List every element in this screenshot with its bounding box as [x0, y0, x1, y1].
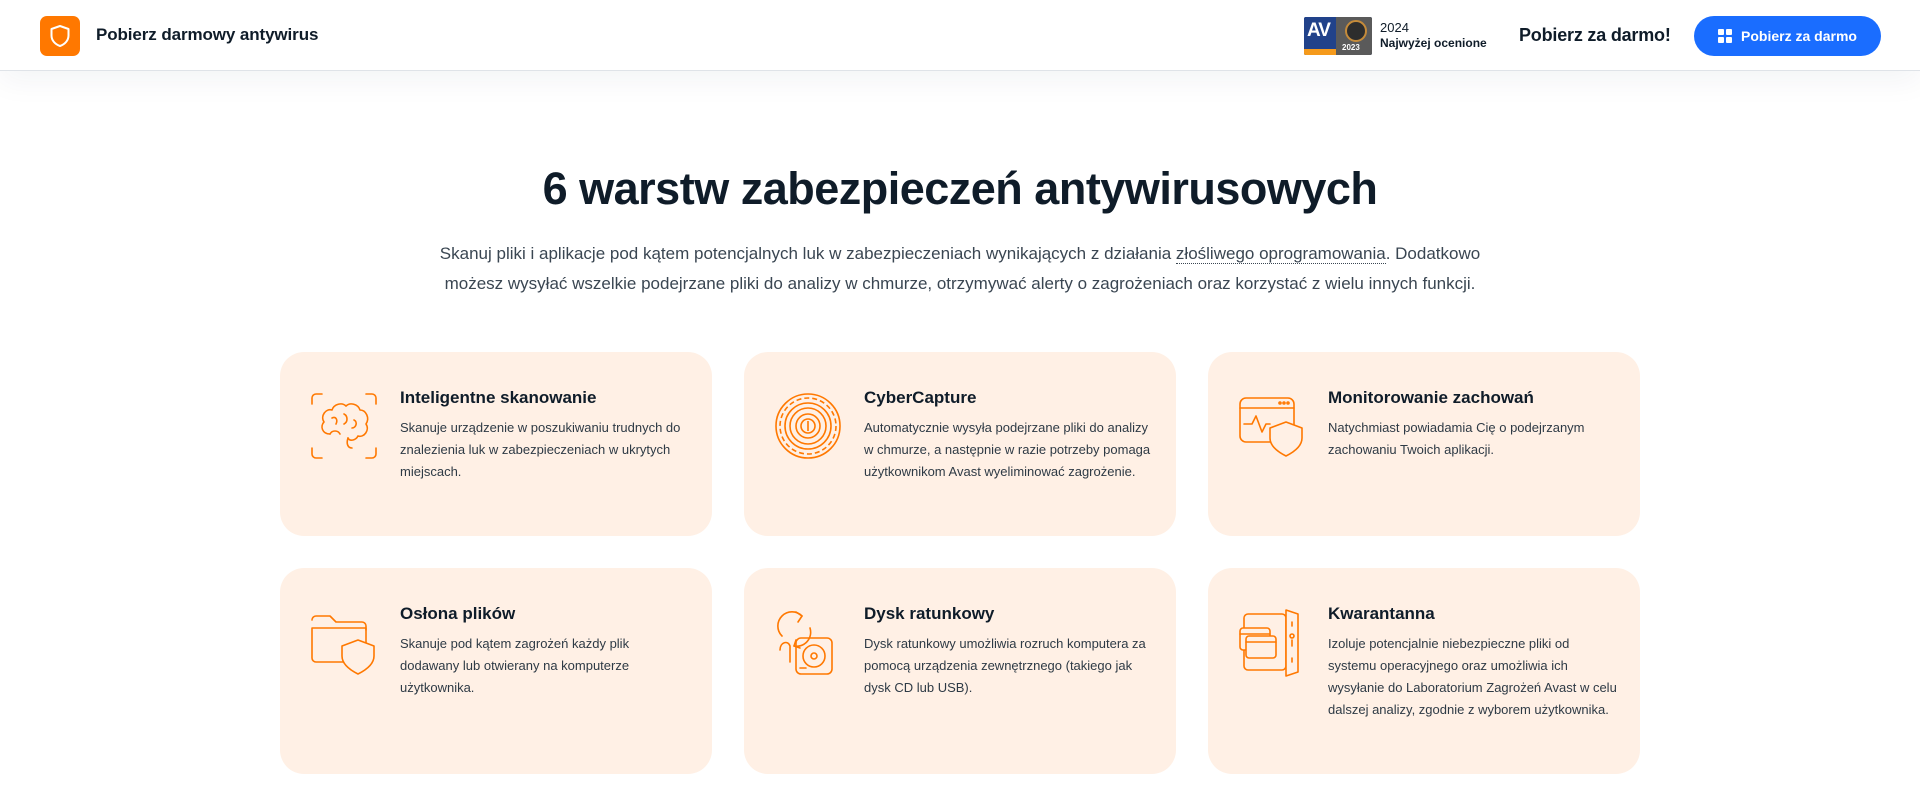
feature-card-rescue-disk — [744, 568, 1176, 774]
card-title: Inteligentne skanowanie — [400, 388, 597, 407]
av-test-badge — [1304, 17, 1372, 55]
quarantine-icon — [1236, 606, 1308, 678]
feature-card-quarantine — [1208, 568, 1640, 774]
rescue-disk-icon — [772, 606, 844, 678]
download-button-label: Pobierz za darmo — [1741, 28, 1857, 44]
malware-link[interactable]: złośliwego oprogramowania — [1175, 244, 1386, 263]
feature-card-smart-scan — [280, 352, 712, 536]
award-medal-icon — [1345, 20, 1367, 42]
behavior-monitor-icon — [1236, 390, 1308, 462]
header-cta-text: Pobierz za darmo! — [1519, 25, 1671, 45]
windows-icon — [1718, 29, 1732, 43]
av-badge-year: 2023 — [1342, 43, 1360, 52]
card-description: Natychmiast powiadamia Cię o podejrzanym zachowaniu Twoich aplikacji. — [1328, 420, 1585, 457]
avast-logo[interactable] — [40, 16, 80, 56]
site-header — [0, 0, 1920, 71]
av-badge-mark: AV — [1307, 20, 1330, 41]
feature-card-behavior-monitor — [1208, 352, 1640, 536]
card-description: Automatycznie wysyła podejrzane pliki do analizy w chmurze, a następnie w razie potrzeby pomaga użytkownikom Avast wyeliminować zagrożenie. — [864, 420, 1151, 479]
file-shield-icon — [308, 606, 380, 678]
feature-card-file-shield — [280, 568, 712, 774]
brain-scan-icon — [308, 390, 380, 462]
card-description: Skanuje urządzenie w poszukiwaniu trudnych do znalezienia luk w zabezpieczeniach w ukrytych miejscach. — [400, 420, 681, 479]
page-subtitle — [410, 239, 1510, 299]
brand-title[interactable]: Pobierz darmowy antywirus — [96, 25, 319, 44]
subtitle-text: . Dodatkowo — [1385, 244, 1481, 263]
shield-icon — [49, 24, 71, 48]
card-title: Kwarantanna — [1328, 604, 1435, 623]
card-title: Dysk ratunkowy — [864, 604, 995, 623]
cyber-capture-icon — [772, 390, 844, 462]
award-label: Najwyżej ocenione — [1380, 36, 1487, 50]
download-button[interactable] — [1694, 16, 1881, 56]
card-description: Izoluje potencjalnie niebezpieczne pliki od systemu operacyjnego oraz umożliwia ich wysyłanie do Laboratorium Zagrożeń Avast w celu dalszej analizy, zgodnie z wyborem użytkownika. — [1328, 636, 1617, 717]
card-title: Osłona plików — [400, 604, 516, 623]
card-description: Skanuje pod kątem zagrożeń każdy plik dodawany lub otwierany na komputerze użytkownika. — [400, 636, 630, 695]
feature-card-cybercapture — [744, 352, 1176, 536]
award-year: 2024 — [1380, 20, 1409, 35]
subtitle-text: Skanuj pliki i aplikacje pod kątem potencjalnych luk w zabezpieczeniach wynikających z działania — [439, 244, 1176, 263]
card-title: Monitorowanie zachowań — [1328, 388, 1534, 407]
card-description: Dysk ratunkowy umożliwia rozruch komputera za pomocą urządzenia zewnętrznego (takiego jak dysk CD lub USB). — [864, 636, 1146, 695]
page-title: 6 warstw zabezpieczeń antywirusowych — [542, 163, 1378, 214]
subtitle-text: możesz wysyłać wszelkie podejrzane pliki do analizy w chmurze, otrzymywać alerty o zagrożeniach oraz korzystać z wielu innych funkcji. — [444, 274, 1476, 293]
card-title: CyberCapture — [864, 388, 977, 407]
